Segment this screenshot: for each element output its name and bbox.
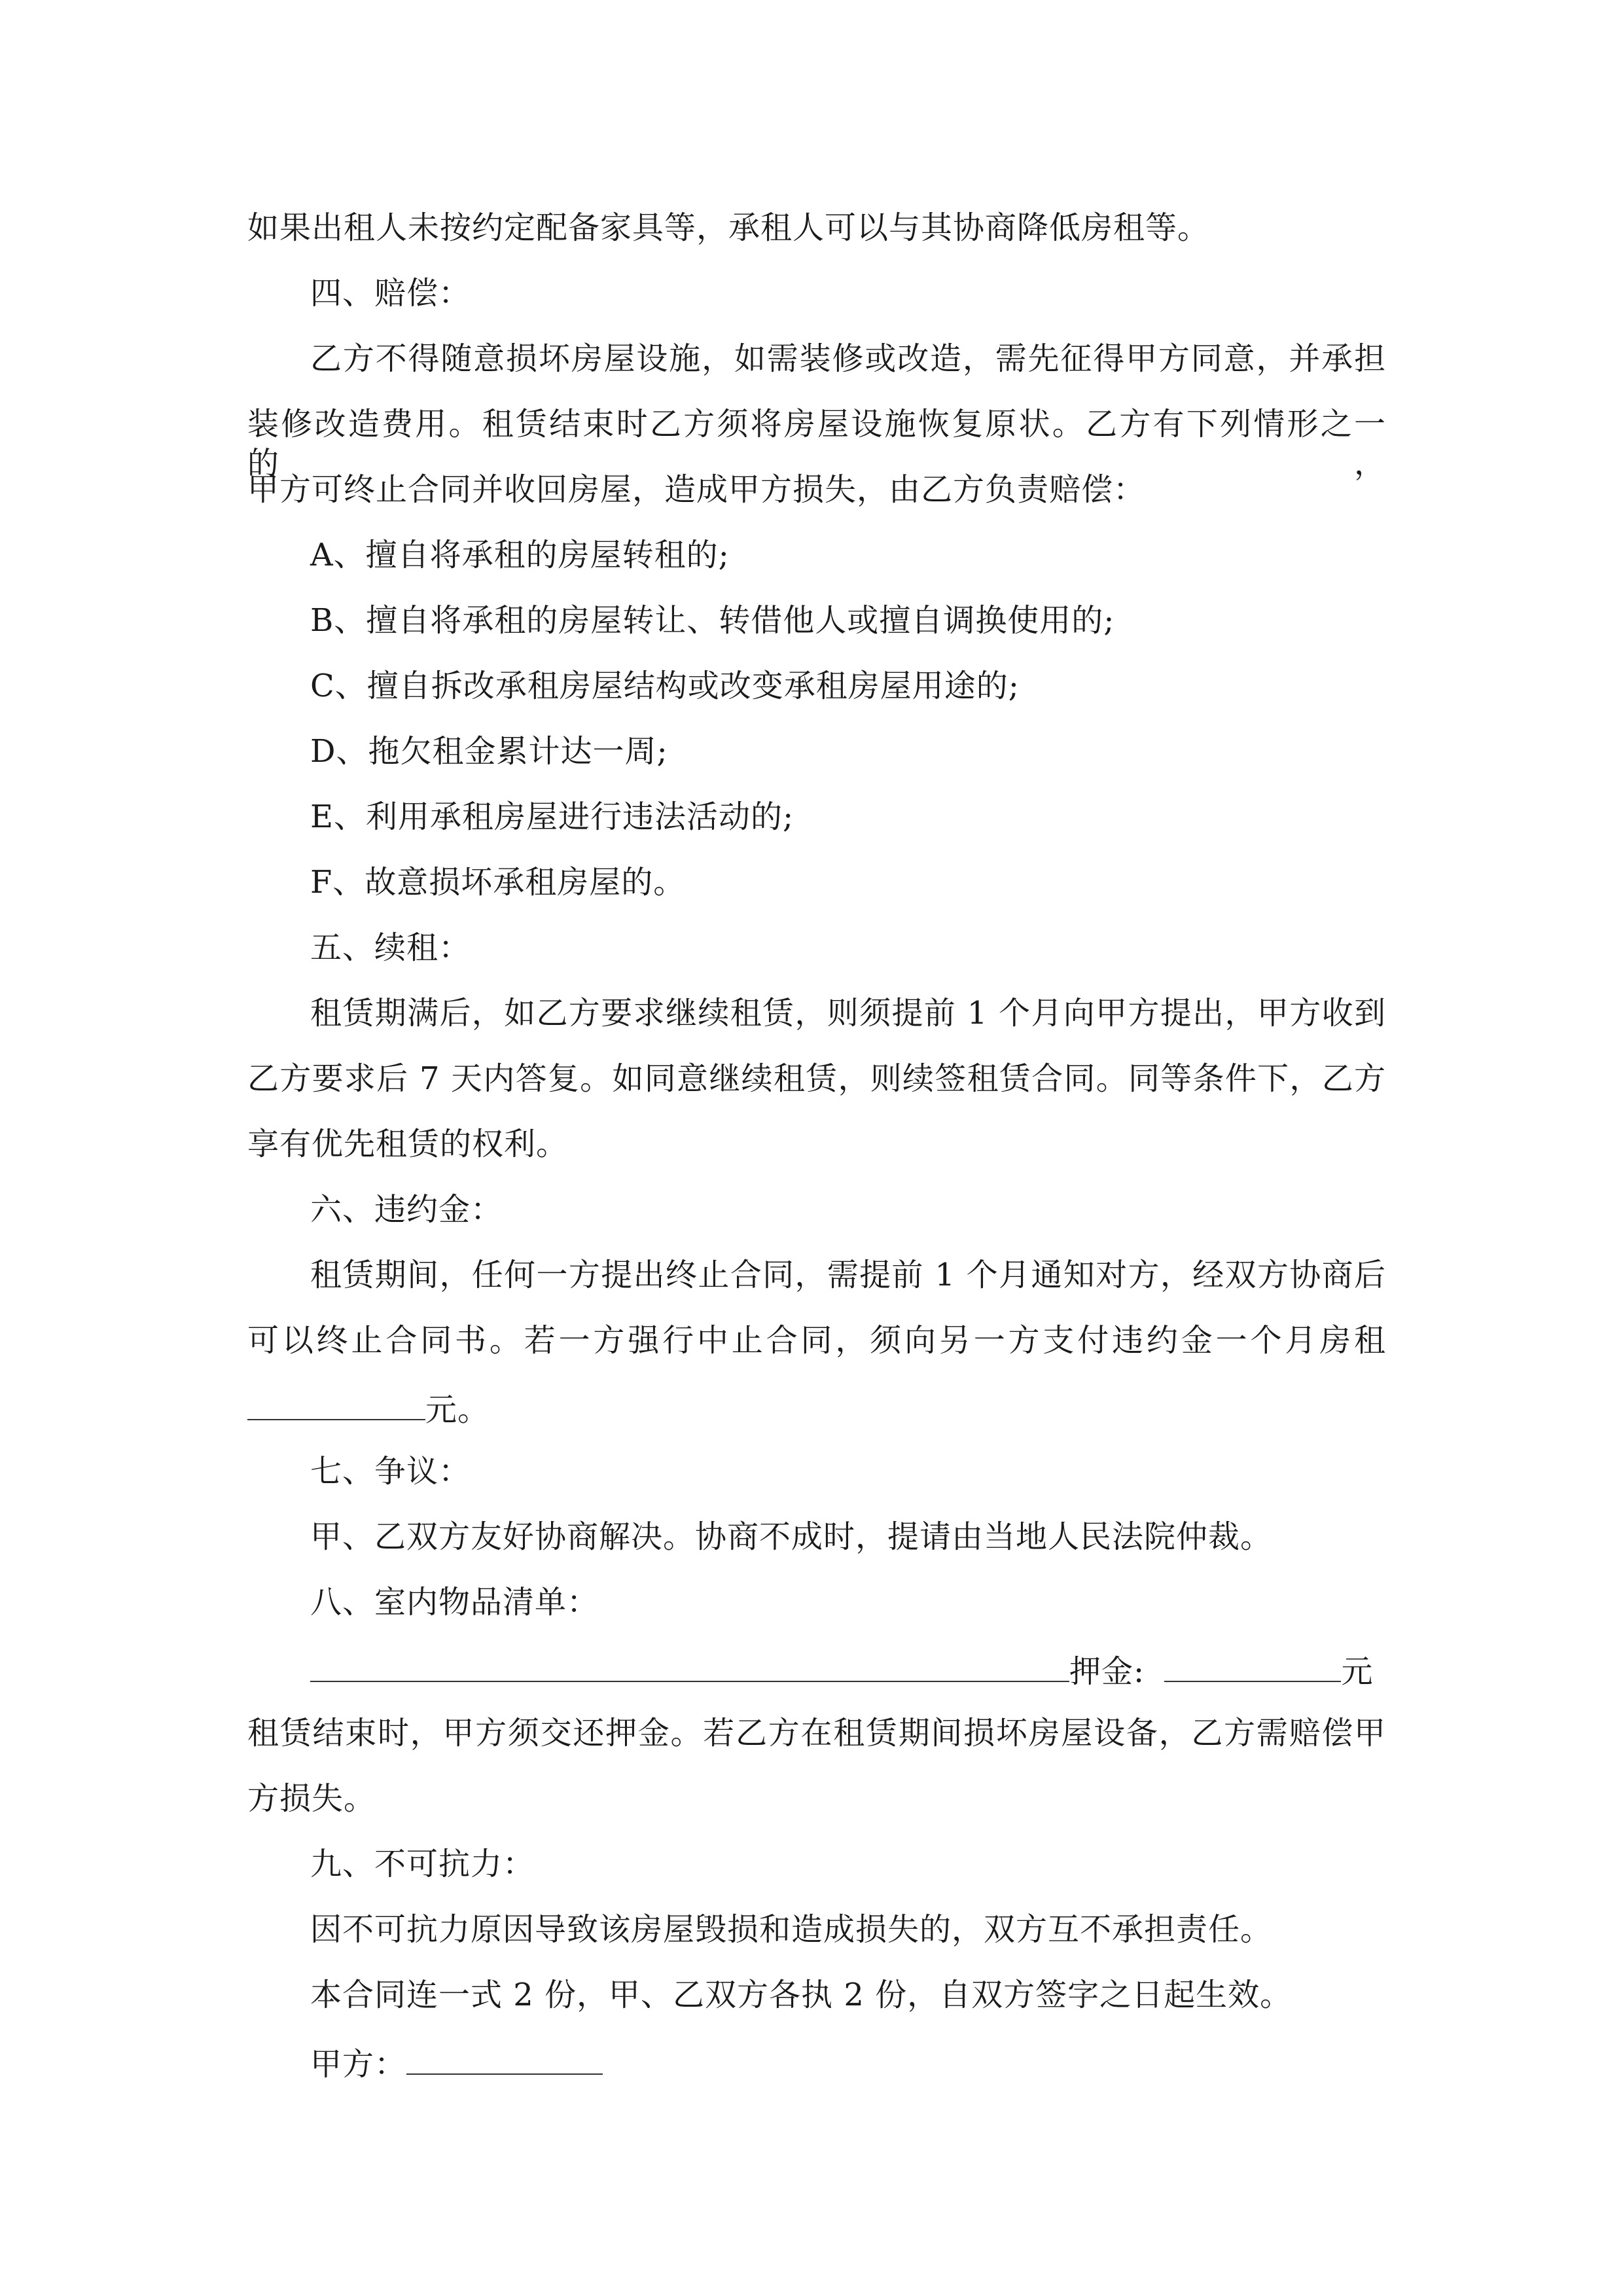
renewal-text-line-2: 乙方要求后 7 天内答复。如同意继续租赁，则续签租赁合同。同等条件下，乙方 <box>247 1060 1386 1097</box>
renewal-text-line-3: 享有优先租赁的权利。 <box>247 1126 569 1162</box>
penalty-amount-unit: 元。 <box>425 1391 490 1428</box>
list-item-a: A、擅自将承租的房屋转租的; <box>310 537 730 573</box>
list-item-f: F、故意损坏承租房屋的。 <box>310 864 686 901</box>
renewal-text-line-1: 租赁期满后，如乙方要求继续租赁，则须提前 1 个月向甲方提出，甲方收到 <box>310 995 1386 1031</box>
list-item-c: C、擅自拆改承租房屋结构或改变承租房屋用途的; <box>310 668 1020 704</box>
force-majeure-text: 因不可抗力原因导致该房屋毁损和造成损失的，双方互不承担责任。 <box>310 1911 1273 1948</box>
deposit-label: 押金: <box>1069 1653 1145 1690</box>
deposit-amount-blank <box>1164 1648 1341 1682</box>
party-a-signature-blank <box>406 2041 603 2075</box>
section-heading-renewal: 五、续租： <box>310 929 471 966</box>
compensation-text-line-2: 装修改造费用。租赁结束时乙方须将房屋设施恢复原状。乙方有下列情形之一的， <box>247 406 1386 482</box>
section-heading-inventory: 八、室内物品清单： <box>310 1584 599 1621</box>
list-item-e: E、利用承租房屋进行违法活动的; <box>310 798 794 835</box>
paragraph-furniture-clause: 如果出租人未按约定配备家具等，承租人可以与其协商降低房租等。 <box>247 209 1210 246</box>
section-heading-force-majeure: 九、不可抗力： <box>310 1846 535 1882</box>
penalty-amount-line <box>247 1386 1386 1429</box>
inventory-text-line-3: 方损失。 <box>247 1780 376 1817</box>
compensation-text-line-1: 乙方不得随意损坏房屋设施，如需装修或改造，需先征得甲方同意，并承担 <box>310 340 1386 377</box>
section-heading-penalty: 六、违约金： <box>310 1191 503 1228</box>
penalty-text-line-1: 租赁期间，任何一方提出终止合同，需提前 1 个月通知对方，经双方协商后 <box>310 1257 1386 1293</box>
list-item-d: D、拖欠租金累计达一周; <box>310 733 668 770</box>
party-a-signature-line <box>310 2041 1449 2084</box>
deposit-unit: 元 <box>1341 1653 1374 1690</box>
compensation-text-line-3: 甲方可终止合同并收回房屋，造成甲方损失，由乙方负责赔偿： <box>247 471 1146 508</box>
inventory-list-blank <box>310 1648 1069 1682</box>
closing-clause: 本合同连一式 2 份，甲、乙双方各执 2 份，自双方签字之日起生效。 <box>310 1977 1293 2013</box>
section-heading-compensation: 四、赔偿： <box>310 275 471 312</box>
party-a-label: 甲方： <box>310 2046 407 2083</box>
inventory-text-line-2: 租赁结束时，甲方须交还押金。若乙方在租赁期间损坏房屋设备，乙方需赔偿甲 <box>247 1715 1386 1751</box>
inventory-deposit-line <box>310 1648 1386 1691</box>
penalty-amount-blank <box>247 1386 425 1420</box>
penalty-text-line-2: 可以终止合同书。若一方强行中止合同，须向另一方支付违约金一个月房租 <box>247 1322 1386 1359</box>
list-item-b: B、擅自将承租的房屋转让、转借他人或擅自调换使用的; <box>310 602 1115 639</box>
section-heading-dispute: 七、争议： <box>310 1453 471 1490</box>
dispute-text: 甲、乙双方友好协商解决。协商不成时，提请由当地人民法院仲裁。 <box>310 1518 1273 1555</box>
